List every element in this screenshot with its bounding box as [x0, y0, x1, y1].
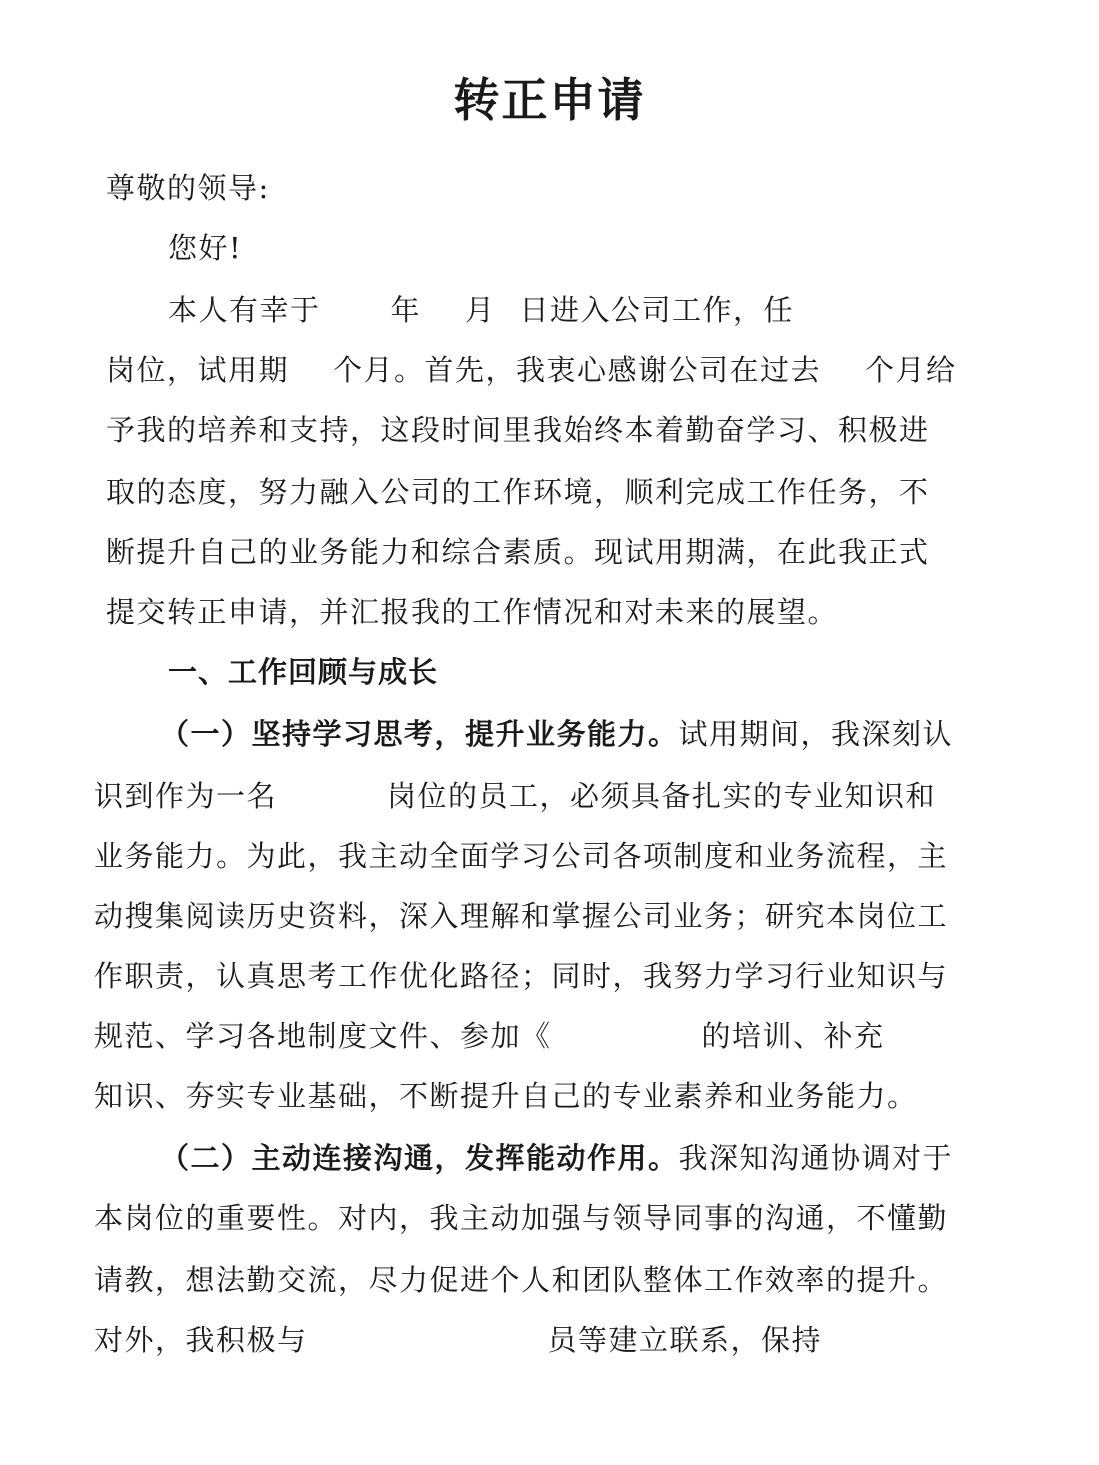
intro-line-5: 断提升自己的业务能力和综合素质。现试用期满，在此我正式	[106, 535, 930, 569]
text-segment: 对外，我积极与	[94, 1323, 308, 1357]
intro-line-1	[168, 290, 794, 330]
text-segment: 岗位，试用期	[106, 353, 290, 387]
redacted-area	[821, 357, 865, 387]
text-segment: 我深知沟通协调对于	[678, 1141, 954, 1175]
greeting: 您好!	[168, 231, 243, 265]
text-segment: 规范、学习各地制度文件、参加《	[94, 1019, 552, 1053]
intro-line-6: 提交转正申请，并汇报我的工作情况和对未来的展望。	[106, 595, 839, 629]
text-segment: 年	[390, 293, 422, 327]
sub2-title: （二）主动连接沟通，发挥能动作用。	[160, 1141, 679, 1175]
redacted-area	[552, 1023, 702, 1053]
salutation: 尊敬的领导:	[106, 171, 270, 205]
text-segment: 月	[465, 293, 496, 327]
sub1-line-4: 动搜集阅读历史资料，深入理解和掌握公司业务；研究本岗位工	[94, 899, 949, 933]
text-segment: 识到作为一名	[94, 779, 278, 813]
sub1-line-2	[94, 776, 936, 816]
intro-line-3: 予我的培养和支持，这段时间里我始终本着勤奋学习、积极进	[106, 413, 930, 447]
section-heading: 一、工作回顾与成长	[168, 655, 439, 689]
redacted-area	[289, 357, 333, 387]
sub1-line-3: 业务能力。为此，我主动全面学习公司各项制度和业务流程，主	[94, 839, 949, 873]
text-segment: 日进入公司工作，任	[519, 293, 795, 327]
redacted-area	[308, 1327, 548, 1357]
sub1-title: （一）坚持学习思考，提升业务能力。	[160, 717, 679, 751]
redacted-area	[321, 297, 391, 327]
sub1-line-5: 作职责，认真思考工作优化路径；同时，我努力学习行业知识与	[94, 959, 949, 993]
sub2-line-3: 请教，想法勤交流，尽力促进个人和团队整体工作效率的提升。	[94, 1263, 949, 1297]
redacted-area	[277, 783, 387, 813]
sub2-line-4	[94, 1320, 822, 1360]
document-title: 转正申请	[453, 73, 646, 127]
text-segment: 个月。首先，我衷心感谢公司在过去	[333, 353, 822, 387]
sub2-line-1	[160, 1138, 953, 1178]
text-segment: 试用期间，我深刻认	[678, 717, 954, 751]
sub1-line-6	[94, 1016, 885, 1056]
text-segment: 个月给	[865, 353, 957, 387]
text-segment: 员等建立联系，保持	[547, 1323, 823, 1357]
redacted-area	[496, 297, 520, 327]
sub2-line-2: 本岗位的重要性。对内，我主动加强与领导同事的沟通，不懂勤	[94, 1201, 949, 1235]
intro-line-2	[106, 350, 957, 390]
sub1-line-7: 知识、夯实专业基础，不断提升自己的专业素养和业务能力。	[94, 1079, 918, 1113]
sub1-line-1	[160, 714, 953, 754]
text-segment: 岗位的员工，必须具备扎实的专业知识和	[387, 779, 937, 813]
text-segment: 本人有幸于	[168, 293, 321, 327]
text-segment: 的培训、补充	[701, 1019, 885, 1053]
intro-line-4: 取的态度，努力融入公司的工作环境，顺利完成工作任务，不	[106, 475, 930, 509]
redacted-area	[421, 297, 465, 327]
